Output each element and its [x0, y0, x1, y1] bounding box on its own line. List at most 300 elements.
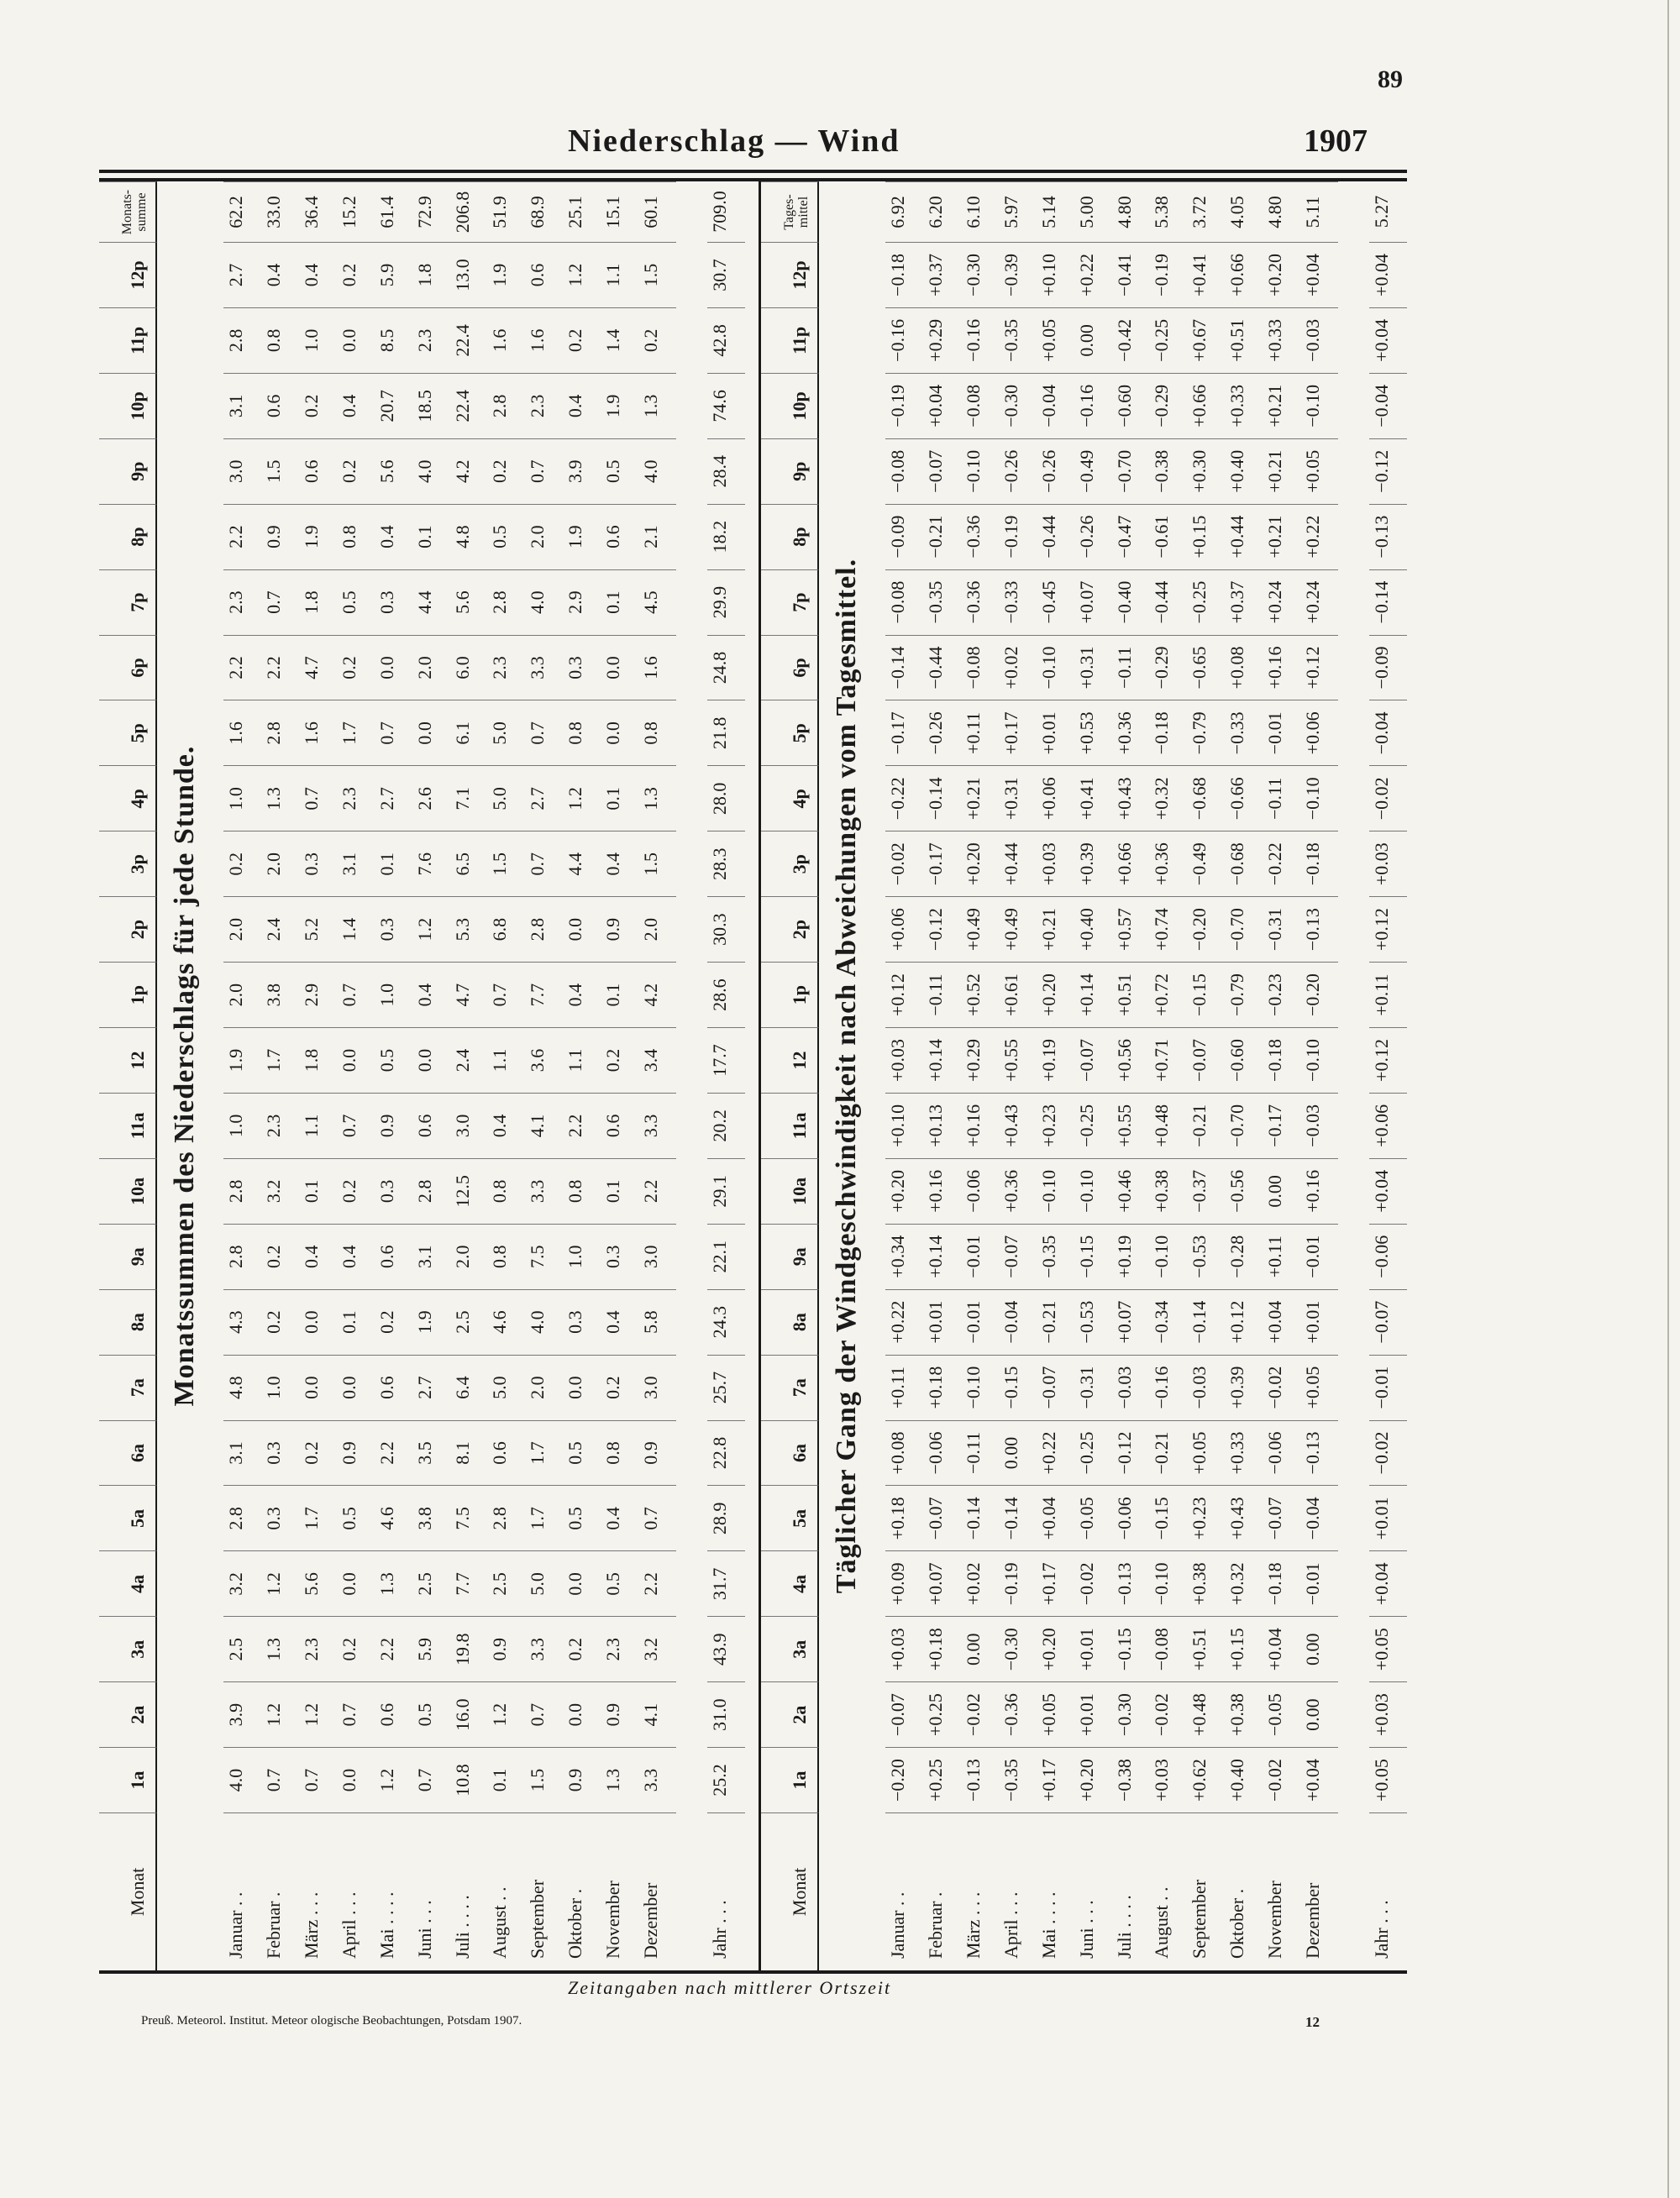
hour-value: −0.11	[1112, 635, 1150, 700]
hour-value: −0.01	[961, 1289, 999, 1355]
hour-value: +0.20	[1263, 242, 1300, 307]
hour-value: 0.0	[563, 896, 601, 962]
hour-value: 0.0	[337, 307, 375, 373]
monthly-sum-value: 68.9	[525, 181, 563, 242]
hour-value: 1.6	[223, 700, 261, 765]
hour-value: 1.7	[337, 700, 375, 765]
hour-value: −0.53	[1187, 1224, 1225, 1289]
hour-value: −0.26	[1074, 504, 1112, 569]
hour-value: 0.1	[487, 1747, 525, 1812]
hour-value: 2.0	[223, 962, 261, 1027]
hour-value: 7.1	[450, 765, 488, 831]
hour-value: 0.00	[1300, 1616, 1338, 1681]
hour-value: 1.2	[299, 1681, 337, 1747]
hour-value: −0.07	[885, 1681, 923, 1747]
hour-header: 6p	[99, 635, 157, 700]
hour-value: +0.02	[999, 635, 1037, 700]
hour-value: 0.3	[601, 1224, 638, 1289]
hour-value: 0.4	[563, 373, 601, 438]
hour-value: +0.40	[1225, 438, 1263, 504]
hour-value: +0.20	[885, 1158, 923, 1224]
hour-value: −0.21	[1187, 1093, 1225, 1158]
hour-value: −0.10	[1149, 1224, 1187, 1289]
hour-value: 1.8	[412, 242, 450, 307]
hour-header: 6p	[761, 635, 819, 700]
hour-value: +0.56	[1112, 1027, 1150, 1093]
hour-value: 1.9	[601, 373, 638, 438]
hour-value: 7.7	[525, 962, 563, 1027]
hour-value: −0.14	[961, 1485, 999, 1550]
hour-value: −0.44	[1037, 504, 1074, 569]
hour-value: 1.4	[337, 896, 375, 962]
hour-value: −0.07	[1037, 1355, 1074, 1420]
hour-value: −0.22	[885, 765, 923, 831]
hour-value: 0.2	[299, 1420, 337, 1486]
hour-value: −0.70	[1225, 896, 1263, 962]
hour-value: −0.18	[1149, 700, 1187, 765]
hour-value: 5.0	[525, 1550, 563, 1616]
hour-value: +0.33	[1225, 1420, 1263, 1486]
hour-value: +0.39	[1225, 1355, 1263, 1420]
hour-value: 0.2	[601, 1355, 638, 1420]
hour-value: −0.21	[1149, 1420, 1187, 1486]
daily-mean-value: 5.97	[999, 181, 1037, 242]
page-edge	[1667, 0, 1669, 2198]
daily-mean-value: 5.00	[1074, 181, 1112, 242]
hour-value: +0.04	[1369, 242, 1407, 307]
hour-value: −0.28	[1225, 1224, 1263, 1289]
month-label: April . . .	[999, 1812, 1037, 1970]
hour-value: 1.5	[525, 1747, 563, 1812]
hour-value: 2.8	[223, 1224, 261, 1289]
monthly-sum-value: 62.2	[223, 181, 261, 242]
hour-value: 0.2	[337, 1616, 375, 1681]
hour-value: 0.4	[261, 242, 299, 307]
hour-value: 8.1	[450, 1420, 488, 1486]
rotated-tables	[99, 181, 1407, 1970]
hour-value: −0.31	[1074, 1355, 1112, 1420]
hour-value: 1.0	[261, 1355, 299, 1420]
hour-value: +0.43	[1112, 765, 1150, 831]
hour-value: −0.13	[1300, 1420, 1338, 1486]
hour-value: 1.5	[638, 831, 676, 896]
hour-value: 0.4	[563, 962, 601, 1027]
hour-value: +0.53	[1074, 700, 1112, 765]
hour-value: 0.4	[601, 831, 638, 896]
hour-value: −0.08	[961, 635, 999, 700]
hour-header: 7p	[761, 569, 819, 635]
hour-value: 2.5	[412, 1550, 450, 1616]
hour-value: 0.9	[261, 504, 299, 569]
hour-value: 2.6	[412, 765, 450, 831]
hour-value: 7.5	[450, 1485, 488, 1550]
hour-value: 17.7	[707, 1027, 745, 1093]
hour-value: −0.18	[885, 242, 923, 307]
hour-value: −0.05	[1074, 1485, 1112, 1550]
hour-value: −0.45	[1037, 569, 1074, 635]
hour-value: −0.01	[1300, 1224, 1338, 1289]
month-label: Januar . .	[885, 1812, 923, 1970]
hour-value: 3.8	[412, 1485, 450, 1550]
hour-value: 0.5	[337, 1485, 375, 1550]
hour-value: 5.6	[299, 1550, 337, 1616]
hour-value: −0.68	[1187, 765, 1225, 831]
hour-header: 9a	[99, 1224, 157, 1289]
hour-value: 4.7	[450, 962, 488, 1027]
hour-value: 3.6	[525, 1027, 563, 1093]
hour-value: −0.15	[999, 1355, 1037, 1420]
hour-value: +0.03	[1369, 1681, 1407, 1747]
hour-header: 1p	[99, 962, 157, 1027]
hour-value: 0.2	[337, 438, 375, 504]
hour-value: −0.15	[1112, 1616, 1150, 1681]
hour-value: 22.1	[707, 1224, 745, 1289]
hour-value: −0.15	[1149, 1485, 1187, 1550]
hour-value: 0.3	[261, 1485, 299, 1550]
hour-value: −0.03	[1300, 307, 1338, 373]
month-label: November	[1263, 1812, 1300, 1970]
hour-value: 0.0	[412, 700, 450, 765]
hour-value: 0.7	[375, 700, 412, 765]
hour-value: −0.35	[923, 569, 961, 635]
hour-header: 2p	[99, 896, 157, 962]
hour-value: +0.08	[885, 1420, 923, 1486]
hour-value: 3.0	[223, 438, 261, 504]
month-label: Februar .	[261, 1812, 299, 1970]
hour-value: −0.08	[1149, 1616, 1187, 1681]
hour-value: −0.68	[1225, 831, 1263, 896]
daily-mean-value: 6.10	[961, 181, 999, 242]
hour-value: 2.1	[638, 504, 676, 569]
hour-value: 16.0	[450, 1681, 488, 1747]
hour-value: −0.31	[1263, 896, 1300, 962]
hour-value: 0.8	[487, 1224, 525, 1289]
hour-value: 3.2	[261, 1158, 299, 1224]
daily-mean-header: Tages-mittel	[761, 181, 819, 242]
hour-value: +0.05	[1369, 1747, 1407, 1812]
hour-value: +0.16	[961, 1093, 999, 1158]
sheet-number: 12	[1305, 2014, 1320, 2030]
hour-value: +0.34	[885, 1224, 923, 1289]
hour-value: +0.16	[1263, 635, 1300, 700]
hour-value: 0.8	[601, 1420, 638, 1486]
hour-value: 2.2	[223, 504, 261, 569]
hour-value: −0.07	[923, 438, 961, 504]
hour-header: 7p	[99, 569, 157, 635]
hour-value: 2.0	[261, 831, 299, 896]
page-year: 1907	[1304, 123, 1368, 159]
daily-mean-value: 3.72	[1187, 181, 1225, 242]
hour-value: −0.15	[1187, 962, 1225, 1027]
hour-value: 0.0	[337, 1550, 375, 1616]
hour-value: −0.18	[1300, 831, 1338, 896]
hour-value: −0.08	[885, 438, 923, 504]
hour-value: 0.7	[337, 962, 375, 1027]
hour-value: −0.02	[1263, 1355, 1300, 1420]
hour-value: +0.05	[1300, 438, 1338, 504]
hour-value: −0.03	[1300, 1093, 1338, 1158]
hour-value: 0.0	[412, 1027, 450, 1093]
hour-value: −0.12	[1369, 438, 1407, 504]
hour-value: −0.01	[1369, 1355, 1407, 1420]
monthly-sum-value: 72.9	[412, 181, 450, 242]
hour-value: −0.29	[1149, 635, 1187, 700]
hour-value: +0.16	[923, 1158, 961, 1224]
hour-value: 0.2	[638, 307, 676, 373]
hour-value: 0.00	[999, 1420, 1037, 1486]
hour-value: +0.04	[1300, 242, 1338, 307]
hour-value: −0.13	[1112, 1550, 1150, 1616]
hour-header: 11a	[761, 1093, 819, 1158]
hour-value: +0.43	[999, 1093, 1037, 1158]
hour-value: 22.8	[707, 1420, 745, 1486]
hour-value: 1.2	[412, 896, 450, 962]
hour-value: 0.6	[375, 1355, 412, 1420]
hour-value: 30.3	[707, 896, 745, 962]
daily-mean-value: 4.80	[1112, 181, 1150, 242]
hour-value: 0.5	[563, 1485, 601, 1550]
hour-value: 18.5	[412, 373, 450, 438]
hour-header: 5a	[761, 1485, 819, 1550]
hour-value: +0.49	[961, 896, 999, 962]
hour-value: −0.06	[1263, 1420, 1300, 1486]
hour-value: 1.7	[299, 1485, 337, 1550]
hour-value: +0.03	[1037, 831, 1074, 896]
hour-value: +0.32	[1225, 1550, 1263, 1616]
hour-value: 0.0	[299, 1355, 337, 1420]
hour-value: 2.8	[487, 1485, 525, 1550]
hour-header: 2a	[99, 1681, 157, 1747]
hour-value: 4.8	[223, 1355, 261, 1420]
hour-value: +0.33	[1263, 307, 1300, 373]
hour-value: −0.02	[1369, 765, 1407, 831]
hour-value: 0.1	[299, 1158, 337, 1224]
hour-value: +0.03	[885, 1616, 923, 1681]
hour-value: 3.1	[223, 1420, 261, 1486]
month-label: Oktober .	[1225, 1812, 1263, 1970]
hour-value: 1.3	[638, 765, 676, 831]
hour-value: −0.06	[1112, 1485, 1150, 1550]
hour-value: 0.4	[412, 962, 450, 1027]
hour-value: −0.19	[999, 504, 1037, 569]
hour-value: 0.3	[563, 635, 601, 700]
hour-value: 1.5	[261, 438, 299, 504]
hour-value: +0.19	[1112, 1224, 1150, 1289]
hour-value: +0.06	[1369, 1093, 1407, 1158]
hour-value: −0.01	[961, 1224, 999, 1289]
hour-header: 8a	[761, 1289, 819, 1355]
hour-value: 5.0	[487, 765, 525, 831]
hour-value: +0.02	[961, 1550, 999, 1616]
hour-value: −0.22	[1263, 831, 1300, 896]
hour-value: 2.8	[487, 569, 525, 635]
month-label: Mai . . . .	[375, 1812, 412, 1970]
hour-value: +0.44	[1225, 504, 1263, 569]
hour-header: 10a	[761, 1158, 819, 1224]
hour-value: 2.2	[638, 1550, 676, 1616]
hour-value: 0.2	[261, 1224, 299, 1289]
hour-value: 1.2	[375, 1747, 412, 1812]
hour-value: +0.12	[1300, 635, 1338, 700]
hour-value: −0.25	[1074, 1420, 1112, 1486]
hour-value: +0.41	[1187, 242, 1225, 307]
hour-value: −0.61	[1149, 504, 1187, 569]
hour-value: 1.3	[261, 765, 299, 831]
hour-header: 2p	[761, 896, 819, 962]
hour-value: 0.0	[563, 1681, 601, 1747]
hour-value: 31.0	[707, 1681, 745, 1747]
month-label: April . . .	[337, 1812, 375, 1970]
hour-value: 0.7	[525, 438, 563, 504]
hour-value: 4.8	[450, 504, 488, 569]
hour-value: −0.25	[1074, 1093, 1112, 1158]
hour-value: 4.0	[525, 569, 563, 635]
hour-value: 2.8	[223, 1485, 261, 1550]
hour-header: 7a	[99, 1355, 157, 1420]
hour-value: 3.8	[261, 962, 299, 1027]
hour-value: 2.4	[450, 1027, 488, 1093]
hour-value: −0.07	[1074, 1027, 1112, 1093]
hour-value: +0.16	[1300, 1158, 1338, 1224]
hour-value: 0.0	[337, 1747, 375, 1812]
hour-value: −0.19	[999, 1550, 1037, 1616]
hour-value: 3.1	[412, 1224, 450, 1289]
monthly-sum-value: 206.8	[450, 181, 488, 242]
hour-value: 4.0	[412, 438, 450, 504]
hour-value: 2.8	[412, 1158, 450, 1224]
hour-value: 43.9	[707, 1616, 745, 1681]
hour-value: 0.4	[337, 373, 375, 438]
hour-value: −0.07	[1263, 1485, 1300, 1550]
hour-value: +0.01	[1300, 1289, 1338, 1355]
hour-header: 3p	[761, 831, 819, 896]
hour-value: 22.4	[450, 307, 488, 373]
hour-value: −0.26	[999, 438, 1037, 504]
hour-value: 28.9	[707, 1485, 745, 1550]
hour-value: +0.24	[1263, 569, 1300, 635]
hour-value: +0.12	[1369, 1027, 1407, 1093]
hour-value: +0.03	[885, 1027, 923, 1093]
hour-value: 2.3	[299, 1616, 337, 1681]
hour-value: 19.8	[450, 1616, 488, 1681]
hour-value: −0.02	[1149, 1681, 1187, 1747]
hour-value: +0.14	[1074, 962, 1112, 1027]
hour-value: +0.51	[1187, 1616, 1225, 1681]
hour-value: +0.29	[961, 1027, 999, 1093]
hour-value: 0.8	[563, 700, 601, 765]
month-label: Januar . .	[223, 1812, 261, 1970]
hour-value: +0.04	[1037, 1485, 1074, 1550]
hour-header: 5p	[99, 700, 157, 765]
hour-value: −0.10	[961, 438, 999, 504]
monthly-sum-value: 15.1	[601, 181, 638, 242]
hour-value: +0.05	[1369, 1616, 1407, 1681]
hour-value: −0.44	[923, 635, 961, 700]
hour-value: +0.38	[1149, 1158, 1187, 1224]
hour-value: +0.21	[1263, 504, 1300, 569]
hour-value: +0.61	[999, 962, 1037, 1027]
hour-value: +0.36	[999, 1158, 1037, 1224]
hour-value: +0.01	[1074, 1616, 1112, 1681]
hour-value: 13.0	[450, 242, 488, 307]
hour-value: +0.36	[1112, 700, 1150, 765]
hour-value: −0.79	[1187, 700, 1225, 765]
hour-value: 0.7	[261, 569, 299, 635]
hour-value: 0.2	[601, 1027, 638, 1093]
hour-value: +0.22	[1300, 504, 1338, 569]
month-label: Dezember	[1300, 1812, 1338, 1970]
month-label: Juli . . . .	[1112, 1812, 1150, 1970]
hour-value: 2.3	[261, 1093, 299, 1158]
hour-value: −0.14	[923, 765, 961, 831]
hour-value: −0.10	[1300, 373, 1338, 438]
hour-value: +0.38	[1187, 1550, 1225, 1616]
hour-value: 0.7	[299, 1747, 337, 1812]
hour-header: 4a	[761, 1550, 819, 1616]
hour-value: 29.9	[707, 569, 745, 635]
hour-header: 6a	[761, 1420, 819, 1486]
hour-value: −0.39	[999, 242, 1037, 307]
hour-header: 10p	[761, 373, 819, 438]
hour-value: 2.2	[261, 635, 299, 700]
hour-value: 0.2	[375, 1289, 412, 1355]
hour-value: 1.2	[261, 1681, 299, 1747]
hour-value: +0.11	[961, 700, 999, 765]
hour-value: −0.11	[923, 962, 961, 1027]
hour-value: +0.09	[885, 1550, 923, 1616]
hour-value: +0.37	[923, 242, 961, 307]
hour-value: 0.9	[375, 1093, 412, 1158]
month-label: August . .	[487, 1812, 525, 1970]
hour-value: 0.2	[337, 1158, 375, 1224]
hour-value: −0.02	[961, 1681, 999, 1747]
hour-value: 0.1	[337, 1289, 375, 1355]
hour-value: +0.43	[1225, 1485, 1263, 1550]
hour-value: 0.2	[337, 635, 375, 700]
hour-value: 4.0	[638, 438, 676, 504]
month-label: September	[525, 1812, 563, 1970]
hour-value: +0.20	[1037, 1616, 1074, 1681]
hour-value: 5.2	[299, 896, 337, 962]
wind-panel	[759, 181, 1407, 1970]
hour-value: −0.42	[1112, 307, 1150, 373]
daily-mean-value: 5.14	[1037, 181, 1074, 242]
hour-value: +0.14	[923, 1224, 961, 1289]
month-label: August . .	[1149, 1812, 1187, 1970]
hour-value: +0.66	[1187, 373, 1225, 438]
hour-value: 1.7	[525, 1420, 563, 1486]
hour-value: +0.74	[1149, 896, 1187, 962]
hour-value: 0.9	[638, 1420, 676, 1486]
hour-value: 2.9	[563, 569, 601, 635]
month-label: Juni . . .	[412, 1812, 450, 1970]
hour-value: 30.7	[707, 242, 745, 307]
hour-value: −0.66	[1225, 765, 1263, 831]
hour-value: 0.5	[563, 1420, 601, 1486]
hour-value: 4.4	[412, 569, 450, 635]
hour-value: 7.6	[412, 831, 450, 896]
hour-value: 0.5	[487, 504, 525, 569]
hour-value: −0.35	[1037, 1224, 1074, 1289]
hour-value: +0.44	[999, 831, 1037, 896]
hour-value: −0.16	[1149, 1355, 1187, 1420]
month-label: Februar .	[923, 1812, 961, 1970]
hour-value: 0.2	[487, 438, 525, 504]
monthly-sum-header: Monats-summe	[99, 181, 157, 242]
monthly-sum-value: 60.1	[638, 181, 676, 242]
hour-value: −0.06	[961, 1158, 999, 1224]
daily-mean-value: 5.27	[1371, 195, 1393, 228]
